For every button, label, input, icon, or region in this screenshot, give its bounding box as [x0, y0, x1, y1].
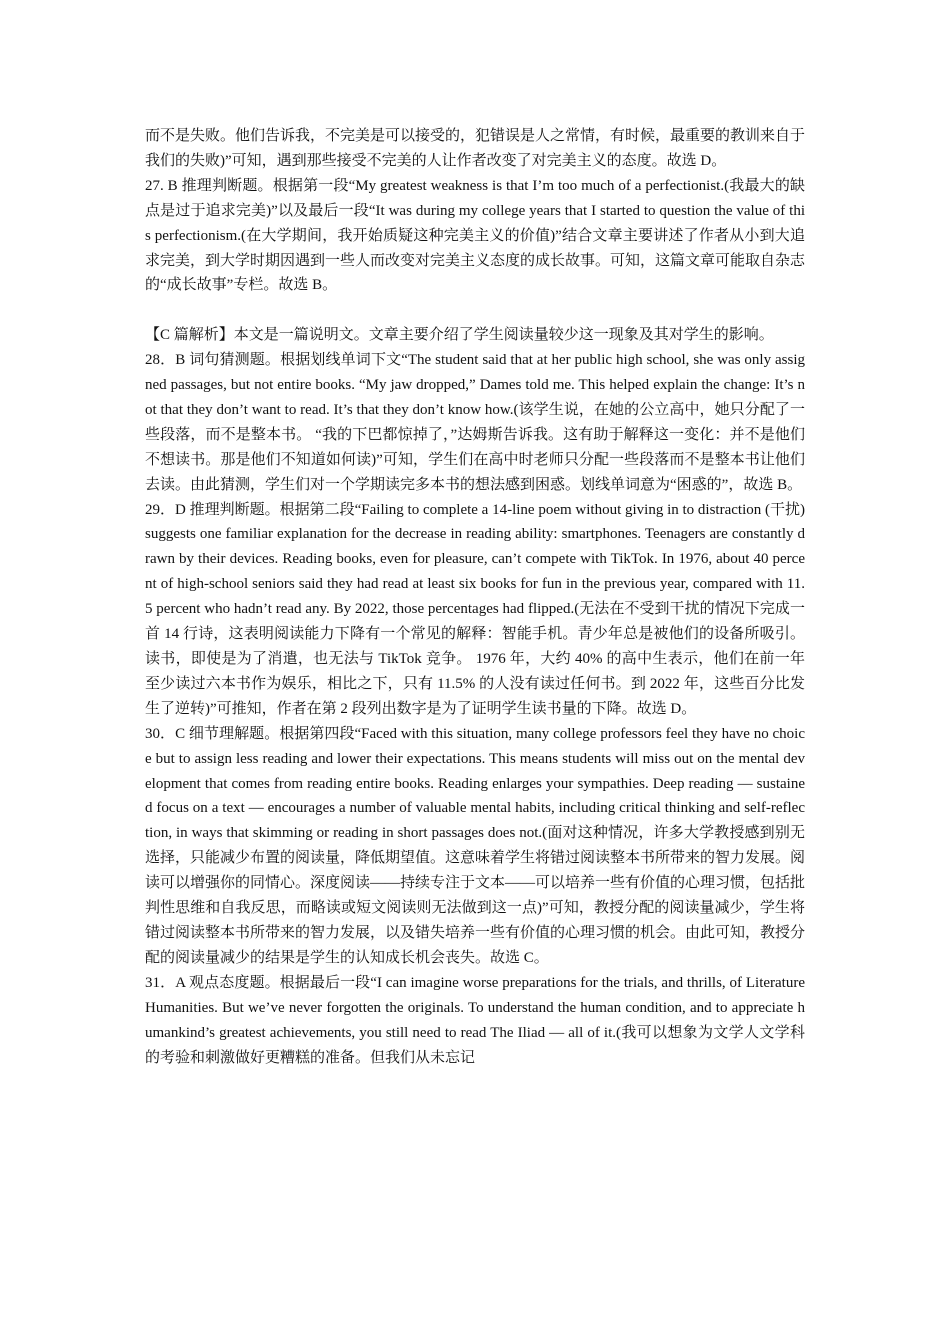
answer-analysis-page — [145, 124, 805, 1070]
paragraph-q30: 30．C 细节理解题。根据第四段“Faced with this situation, many college professors feel they have no choice but to assign less reading and lower their expectations. This means students will miss out on the mental development that comes from reading entire books. Reading enlarges your sympathies. Deep reading — sustained focus on a text — encourages a number of valuable mental habits, including critical thinking and self-reflection, in ways that skimming or reading in short passages does not.(面对这种情况，许多大学教授感到别无选择，只能减少布置的阅读量，降低期望值。这意味着学生将错过阅读整本书所带来的智力发展。阅读可以增强你的同情心。深度阅读——持续专注于文本——可以培养一些有价值的心理习惯，包括批判性思维和自我反思，而略读或短文阅读则无法做到这一点)”可知，教授分配的阅读量减少，学生将错过阅读整本书所带来的智力发展，以及错失培养一些有价值的心理习惯的机会。由此可知，教授分配的阅读量减少的结果是学生的认知成长机会丧失。故选 C。 — [145, 725, 806, 966]
paragraph-gap — [145, 298, 805, 323]
paragraph-q28: 28．B 词句猜测题。根据划线单词下文“The student said that at her public high school, she was only assigned passages, but not entire books. “My jaw dropped,” Dames told me. This helped explain the change: It’s not that they don’t want to read. It’s that they don’t know how.(该学生说，在她的公立高中，她只分配了一些段落，而不是整本书。 “我的下巴都惊掉了，”达姆斯告诉我。这有助于解释这一变化：并不是他们不想读书。那是他们不知道如何读)”可知，学生们在高中时老师只分配一些段落而不是整本书让他们去读。由此猜测，学生们对一个学期读完多本书的想法感到困惑。划线单词意为“困惑的”，故选 B。 — [145, 352, 805, 493]
paragraph-q26-continued: 而不是失败。他们告诉我，不完美是可以接受的，犯错误是人之常情，有时候，最重要的教训来自于我们的失败)”可知，遇到那些接受不完美的人让作者改变了对完美主义的态度。故选 D。 — [145, 128, 806, 169]
paragraph-q31: 31．A 观点态度题。根据最后一段“I can imagine worse preparations for the trials, and thrills, of Literature Humanities. But we’ve never forgotten the originals. To understand the human condition, and to appreciate humankind’s greatest achievements, you still need to read The Iliad — all of it.(我可以想象为文学人文学科的考验和刺激做好更糟糕的准备。但我们从未忘记 — [145, 974, 805, 1066]
paragraph-q29: 29．D 推理判断题。根据第二段“Failing to complete a 14-line poem without giving in to distraction (干扰) suggests one familiar explanation for the decrease in reading ability: smartphones. Teenagers are constantly drawn by their devices. Reading books, even for pleasure, can’t compete with TikTok. In 1976, about 40 percent of high-school seniors said they had read at least six books for fun in the previous year, compared with 11.5 percent who hadn’t read any. By 2022, those percentages had flipped.(无法在不受到干扰的情况下完成一首 14 行诗，这表明阅读能力下降有一个常见的解释：智能手机。青少年总是被他们的设备所吸引。读书，即使是为了消遣，也无法与 TikTok 竞争。 1976 年，大约 40% 的高中生表示，他们在前一年至少读过六本书作为娱乐，相比之下，只有 11.5% 的人没有读过任何书。到 2022 年，这些百分比发生了逆转)”可推知，作者在第 2 段列出数字是为了证明学生读书量的下降。故选 D。 — [145, 501, 805, 717]
paragraph-q27: 27. B 推理判断题。根据第一段“My greatest weakness is that I’m too much of a perfectionist.(我最大的缺点是过于追求完美)”以及最后一段“It was during my college years that I started to question the value of this perfectionism.(在大学期间，我开始质疑这种完美主义的价值)”结合文章主要讲述了作者从小到大追求完美，到大学时期因遇到一些人而改变对完美主义态度的成长故事。可知，这篇文章可能取自杂志的“成长故事”专栏。故选 B。 — [145, 177, 806, 294]
paragraph-c-analysis: 【C 篇解析】本文是一篇说明文。文章主要介绍了学生阅读量较少这一现象及其对学生的影响。 — [145, 327, 774, 344]
